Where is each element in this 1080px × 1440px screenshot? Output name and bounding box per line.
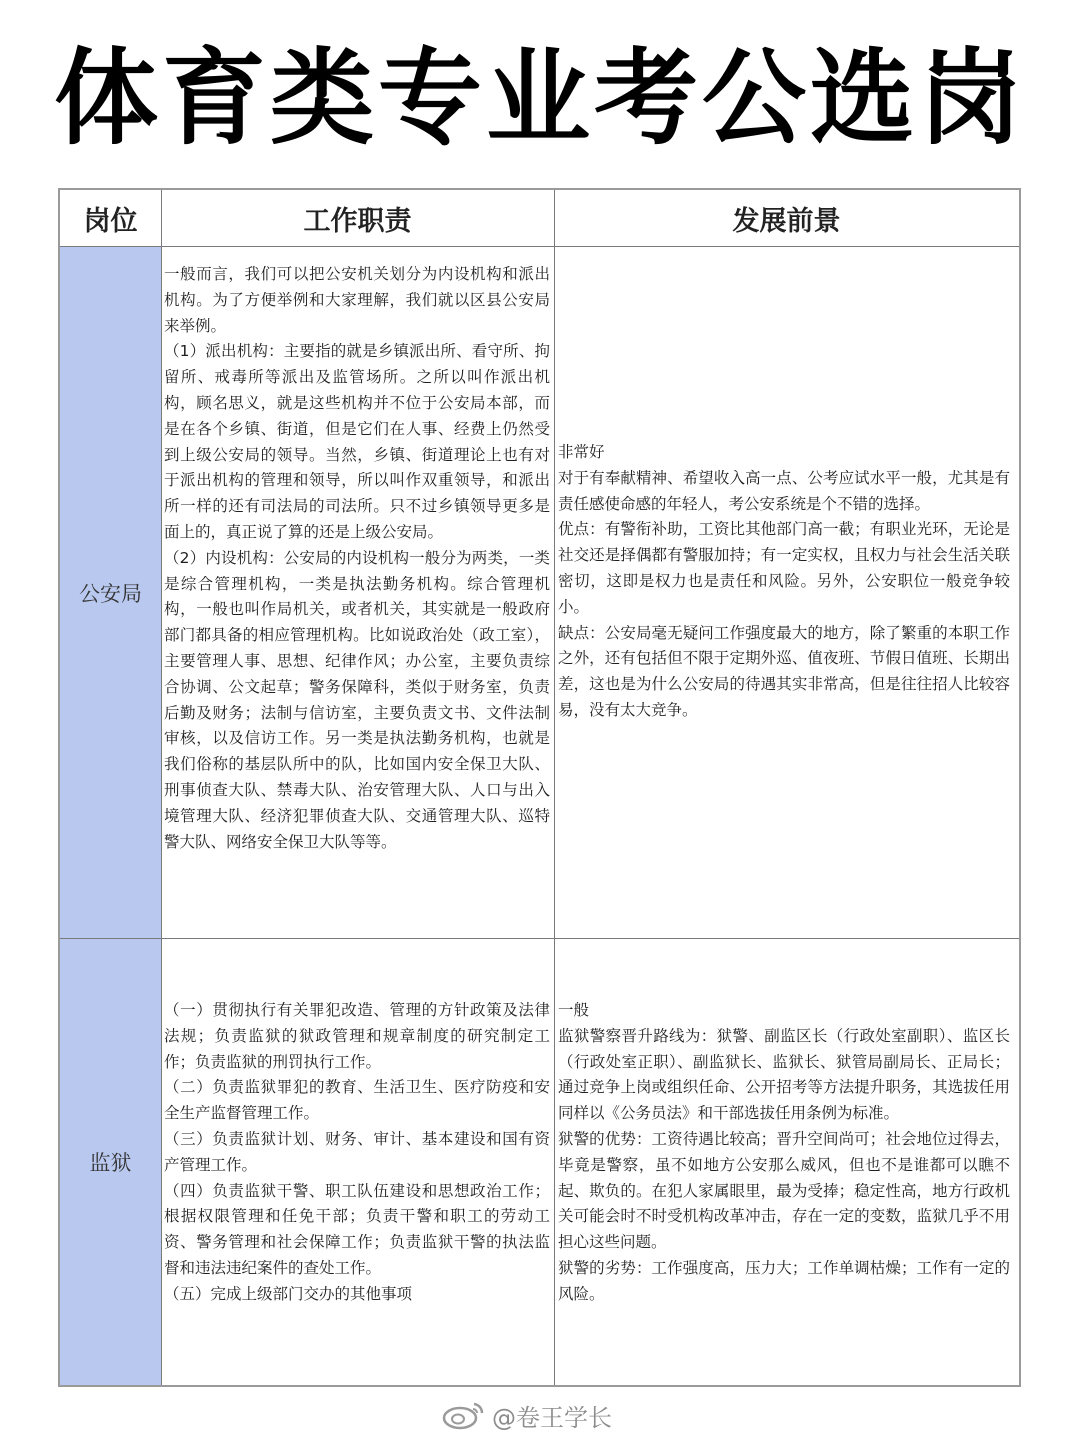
- duties-paragraph: （2）内设机构：公安局的内设机构一般分为两类，一类是综合管理机构，一类是执法勤务机构。综合管理机构，一般也叫作局机关，或者机关，其实就是一般政府部门都具备的相应管理机构。比如说政治处（政工室），主要管理人事、思想、纪律作风；办公室，主要负责综合协调、公文起草；警务保障科，类似于财务室，负责后勤及财务；法制与信访室，主要负责文书、文件法制审核，以及信访工作。另一类是执法勤务机构，也就是我们俗称的基层队所中的队，比如国内安全保卫大队、刑事侦查大队、禁毒大队、治安管理大队、人口与出入境管理大队、经济犯罪侦查大队、交通管理大队、巡特警大队、网络安全保卫大队等等。: [164, 548, 550, 851]
- row-divider: [60, 938, 1019, 939]
- duties-paragraph: （五）完成上级部门交办的其他事项: [164, 1284, 413, 1303]
- job-table: [58, 188, 1021, 1387]
- duties-paragraph: （1）派出机构：主要指的就是乡镇派出所、看守所、拘留所、戒毒所等派出及监管场所。之所以叫作派出机构，顾名思义，就是这些机构并不位于公安局本部，而是在各个乡镇、街道，但是它们在人事、经费上仍然受到上级公安局的领导。当然，乡镇、街道理论上也有对于派出机构的管理和领导，所以叫作双重领导，和派出所一样的还有司法局的司法所。只不过乡镇领导更多是面上的，真正说了算的还是上级公安局。: [164, 342, 550, 541]
- prospects-paragraph: 优点：有警衔补助，工资比其他部门高一截；有职业光环，无论是社交还是择偶都有警服加持；有一定实权，且权力与社会生活关联密切，这即是权力也是责任和风险。另外，公安职位一般竞争较小。: [558, 520, 1010, 616]
- duties-paragraph: （一）贯彻执行有关罪犯改造、管理的方针政策及法律法规；负责监狱的狱政管理和规章制度的研究制定工作；负责监狱的刑罚执行工作。: [164, 1001, 550, 1071]
- prospects-paragraph: 对于有奉献精神、希望收入高一点、公考应试水平一般，尤其是有责任感使命感的年轻人，考公安系统是个不错的选择。: [558, 468, 1010, 513]
- header-prospects: 发展前景: [732, 205, 841, 237]
- column-divider: [161, 190, 162, 1385]
- position-cell-prison: 监狱: [60, 939, 161, 1385]
- duties-paragraph: （三）负责监狱计划、财务、审计、基本建设和国有资产管理工作。: [164, 1129, 550, 1174]
- duties-cell-police: [164, 262, 550, 855]
- prospects-rating: 非常好: [558, 443, 605, 461]
- prospects-paragraph: 缺点：公安局毫无疑问工作强度最大的地方，除了繁重的本职工作之外，还有包括但不限于定期外巡、值夜班、节假日值班、长期出差，这也是为什么公安局的待遇其实非常高，但是往往招人比较容易，没有太大竞争。: [558, 623, 1010, 719]
- watermark-text: @卷王学长: [492, 1403, 612, 1432]
- row-divider: [60, 246, 1019, 247]
- duties-paragraph: 一般而言，我们可以把公安机关划分为内设机构和派出机构。为了方便举例和大家理解，我们就以区县公安局来举例。: [164, 265, 550, 335]
- weibo-icon: [440, 1400, 486, 1430]
- duties-paragraph: （二）负责监狱罪犯的教育、生活卫生、医疗防疫和安全生产监督管理工作。: [164, 1078, 550, 1123]
- position-cell-police: 公安局: [60, 247, 161, 938]
- prospects-rating: 一般: [558, 1001, 590, 1019]
- header-position: 岗位: [83, 205, 138, 237]
- header-duties: 工作职责: [303, 205, 412, 237]
- watermark: [440, 1398, 660, 1432]
- prospects-cell-prison: [558, 998, 1010, 1308]
- column-divider: [554, 190, 555, 1385]
- duties-paragraph: （四）负责监狱干警、职工队伍建设和思想政治工作；根据权限管理和任免干部；负责干警和职工的劳动工资、警务管理和社会保障工作；负责监狱干警的执法监督和违法违纪案件的查处工作。: [164, 1181, 550, 1277]
- prospects-paragraph: 狱警的劣势：工作强度高，压力大；工作单调枯燥；工作有一定的风险。: [558, 1258, 1010, 1303]
- duties-cell-prison: [164, 998, 550, 1308]
- prospects-paragraph: 狱警的优势：工资待遇比较高；晋升空间尚可；社会地位过得去，毕竟是警察，虽不如地方公安那么威风，但也不是谁都可以瞧不起、欺负的。在犯人家属眼里，最为受捧；稳定性高，地方行政机关可能会时不时受机构改革冲击，存在一定的变数，监狱几乎不用担心这些问题。: [558, 1129, 1010, 1252]
- prospects-paragraph: 监狱警察晋升路线为：狱警、副监区长（行政处室副职）、监区长（行政处室正职）、副监狱长、监狱长、狱管局副局长、正局长；通过竞争上岗或组织任命、公开招考等方法提升职务，其选拔任用同样以《公务员法》和干部选拔任用条例为标准。: [558, 1026, 1010, 1123]
- prospects-cell-police: [558, 440, 1010, 724]
- page-title: 体育类专业考公选岗: [53, 37, 1026, 159]
